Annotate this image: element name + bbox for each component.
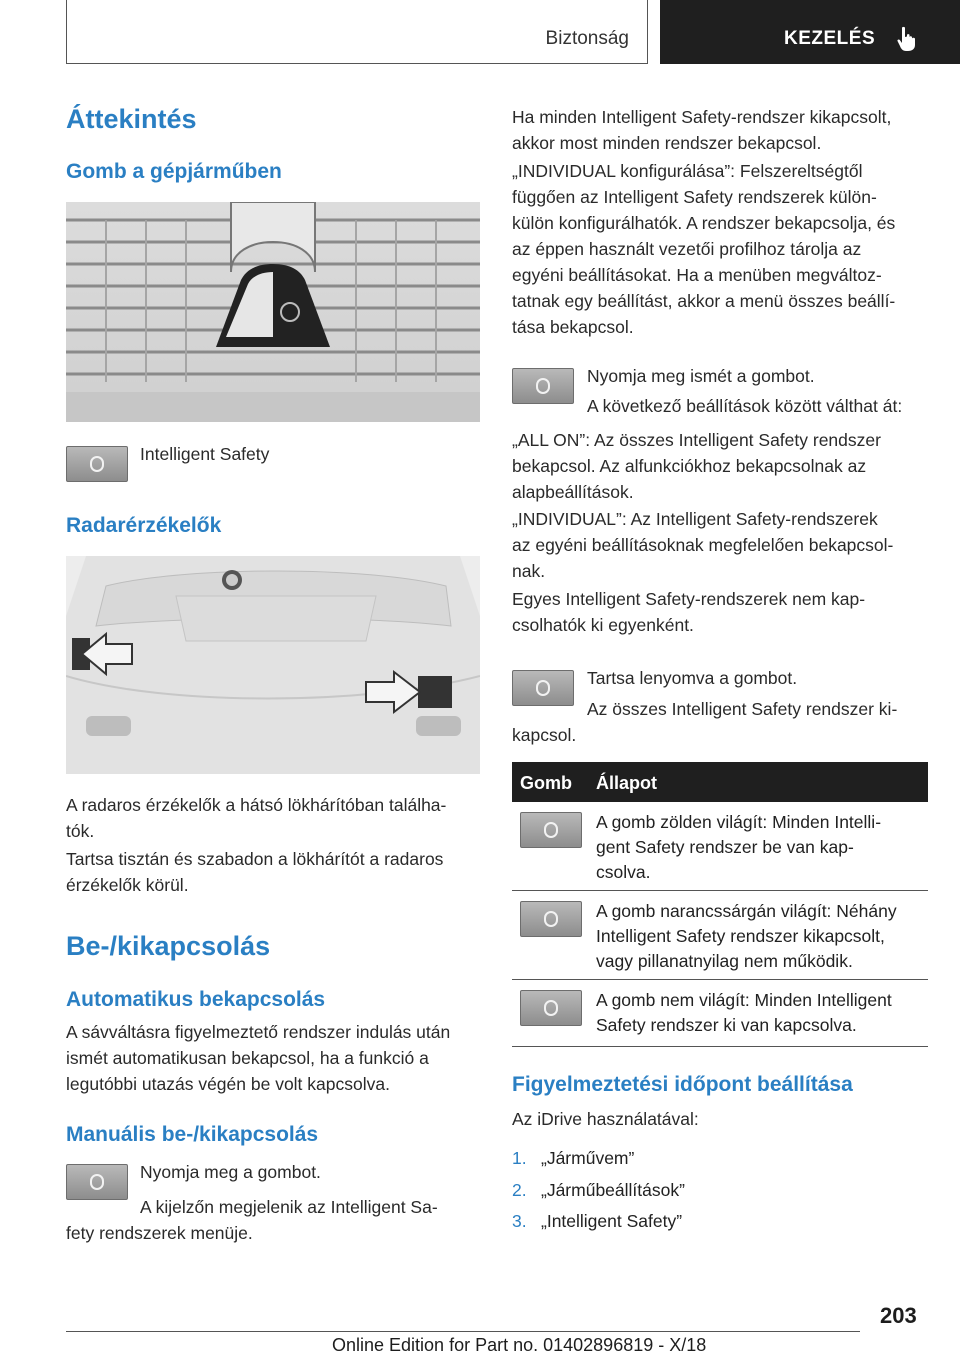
status-text: A gomb nem világít: Minden Intelligent Safety rendszer ki van kapcsolva. xyxy=(596,990,892,1035)
page-title: Áttekintés xyxy=(66,104,197,134)
intelligent-safety-button-icon xyxy=(66,446,128,482)
radar-text-1: A radaros érzékelők a hátsó lökhárítóban találha- tók. xyxy=(66,795,447,841)
heading-on-off: Be-/kikapcsolás xyxy=(66,931,271,961)
footer-edition: Online Edition for Part no. 01402896819 - X/18 xyxy=(332,1335,707,1355)
table-header-button: Gomb xyxy=(520,773,572,793)
subheading-button-in-vehicle: Gomb a gépjárműben xyxy=(66,160,282,183)
status-button-icon xyxy=(520,990,582,1026)
status-button-icon xyxy=(520,901,582,937)
idrive-intro: Az iDrive használatával: xyxy=(512,1109,699,1129)
press-again-text: Nyomja meg ismét a gombot. xyxy=(587,366,815,386)
hold-all-off-text-a: Az összes Intelligent Safety rendszer ki- xyxy=(587,699,898,719)
table-row xyxy=(512,980,928,1047)
footer-divider xyxy=(66,1331,860,1332)
subheading-warning-time: Figyelmeztetési időpont beállítása xyxy=(512,1073,853,1096)
table-header-status: Állapot xyxy=(596,773,657,793)
right-text-individual-config: „INDIVIDUAL konfigurálása”: Felszereltségtől függően az Intelligent Safety rendszerek külön- külön konfigurálhatók. A rendszer bekapcsolja, és az éppen használt vezetői profilhoz tárolja az egyéni beállításokat. Ha a menüben megváltoz- tatnak egy beállítást, akkor a menü összes beállí- tása bekapcsol. xyxy=(512,161,896,337)
button-status-table xyxy=(512,762,928,1047)
hold-all-off-text-b: kapcsol. xyxy=(512,725,577,745)
press-again-button-icon xyxy=(512,368,574,404)
list-item: „Járműbeállítások” xyxy=(541,1180,685,1200)
manual-button-icon xyxy=(66,1164,128,1200)
cannot-disable-text: Egyes Intelligent Safety-rendszerek nem kap- csolhatók ki egyenként. xyxy=(512,589,866,635)
header-chapter-label: KEZELÉS xyxy=(784,28,876,49)
table-header xyxy=(512,762,928,802)
header-section-label: Biztonság xyxy=(545,28,629,49)
header-section-box xyxy=(66,0,648,64)
page-number: 203 xyxy=(880,1303,917,1328)
subheading-manual-on-off: Manuális be-/kikapcsolás xyxy=(66,1123,319,1146)
automatic-on-text: A sávváltásra figyelmeztető rendszer indulás után ismét automatikusan bekapcsol, ha a funkció a legutóbbi utazás végén be volt kapcsolva. xyxy=(66,1022,451,1094)
table-row xyxy=(512,802,928,891)
list-number: 2. xyxy=(512,1180,527,1200)
manual-menu-text-a: A kijelzőn megjelenik az Intelligent Sa- xyxy=(140,1197,438,1217)
list-number: 1. xyxy=(512,1148,527,1168)
rear-bumper-photo xyxy=(66,556,480,774)
status-text: A gomb zölden világít: Minden Intelli- gent Safety rendszer be van kap- csolva. xyxy=(596,812,882,882)
caption-intelligent-safety: Intelligent Safety xyxy=(140,444,270,464)
hand-pointer-icon xyxy=(896,26,918,52)
status-button-icon xyxy=(520,812,582,848)
list-number: 3. xyxy=(512,1211,527,1231)
right-text-1: Ha minden Intelligent Safety-rendszer kikapcsolt, akkor most minden rendszer bekapcsol. xyxy=(512,107,892,153)
subheading-radar-sensors: Radarérzékelők xyxy=(66,514,222,537)
subheading-automatic-on: Automatikus bekapcsolás xyxy=(66,988,326,1011)
header-chapter-tab xyxy=(660,0,960,64)
switch-settings-text: A következő beállítások között válthat át: xyxy=(587,396,903,416)
radar-text-2: Tartsa tisztán és szabadon a lökhárítót a radaros érzékelők körül. xyxy=(66,849,444,895)
list-item: „Intelligent Safety” xyxy=(541,1211,683,1231)
status-text: A gomb narancssárgán világít: Néhány Intelligent Safety rendszer kikapcsolt, vagy pillanatnyilag nem működik. xyxy=(596,901,897,971)
table-row xyxy=(512,891,928,980)
list-item: „Járművem” xyxy=(541,1148,635,1168)
all-on-text: „ALL ON”: Az összes Intelligent Safety rendszer bekapcsol. Az alfunkciókhoz bekapcsolnak az alapbeállítások. xyxy=(512,430,881,502)
hold-text: Tartsa lenyomva a gombot. xyxy=(587,668,798,688)
manual-press-text: Nyomja meg a gombot. xyxy=(140,1162,321,1182)
hold-button-icon xyxy=(512,670,574,706)
manual-menu-text-b: fety rendszerek menüje. xyxy=(66,1223,253,1243)
individual-text: „INDIVIDUAL”: Az Intelligent Safety-rendszerek az egyéni beállításoknak megfelelően bekapcsol- nak. xyxy=(512,509,894,581)
grille-button-photo xyxy=(66,202,480,422)
